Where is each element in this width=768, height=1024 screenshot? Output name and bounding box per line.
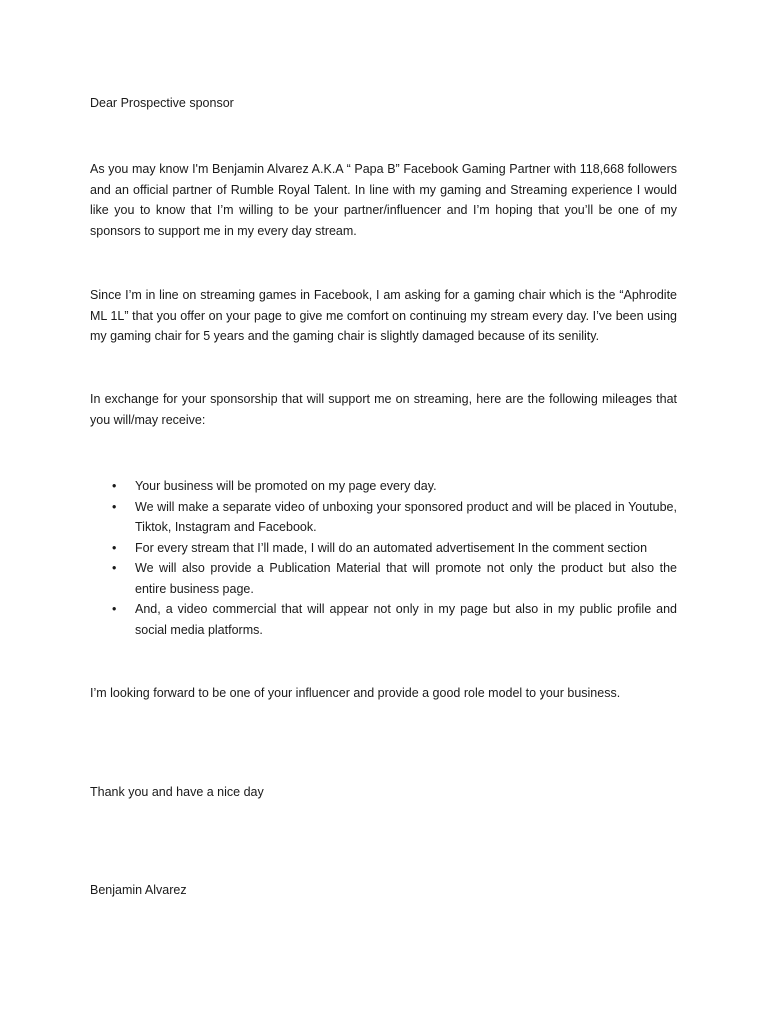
bullet-icon: •: [112, 602, 117, 616]
list-item-text: Your business will be promoted on my page every day.: [135, 479, 437, 493]
list-item: [90, 497, 677, 538]
thanks-line: Thank you and have a nice day: [90, 785, 264, 799]
bullet-icon: •: [112, 479, 117, 493]
list-item: [90, 558, 677, 599]
bullet-icon: •: [112, 540, 117, 555]
list-item: [90, 599, 677, 640]
signature-name: Benjamin Alvarez: [90, 883, 187, 897]
list-item: [90, 476, 677, 497]
bullet-icon: •: [112, 499, 117, 514]
list-item-text: And, a video commercial that will appear not only in my page but also in my public profile and social media platforms.: [135, 602, 677, 637]
benefits-list: [90, 476, 677, 640]
list-item-text: We will make a separate video of unboxing your sponsored product and will be placed in Youtube, Tiktok, Instagram and Facebook.: [135, 499, 677, 534]
paragraph-exchange: In exchange for your sponsorship that will support me on streaming, here are the following mileages that you will/may receive:: [90, 392, 677, 427]
paragraph-request: Since I’m in line on streaming games in Facebook, I am asking for a gaming chair which is the “Aphrodite ML 1L” that you offer on your page to give me comfort on continuing my stream every day. I’ve been using my gaming chair for 5 years and the gaming chair is slightly damaged because of its senility.: [90, 288, 677, 343]
list-item: [90, 538, 677, 559]
closing-statement: I’m looking forward to be one of your influencer and provide a good role model to your business.: [90, 686, 621, 700]
paragraph-introduction: As you may know I'm Benjamin Alvarez A.K.A “ Papa B” Facebook Gaming Partner with 118,668 followers and an official partner of Rumble Royal Talent. In line with my gaming and Streaming experience I would like you to know that I’m willing to be your partner/influencer and I’m hoping that you’ll be one of my sponsors to support me in my every day stream.: [90, 162, 677, 238]
bullet-icon: •: [112, 561, 117, 575]
salutation: Dear Prospective sponsor: [90, 96, 234, 110]
list-item-text: We will also provide a Publication Material that will promote not only the product but also the entire business page.: [135, 561, 677, 596]
list-item-text: For every stream that I’ll made, I will do an automated advertisement In the comment section: [135, 540, 648, 555]
